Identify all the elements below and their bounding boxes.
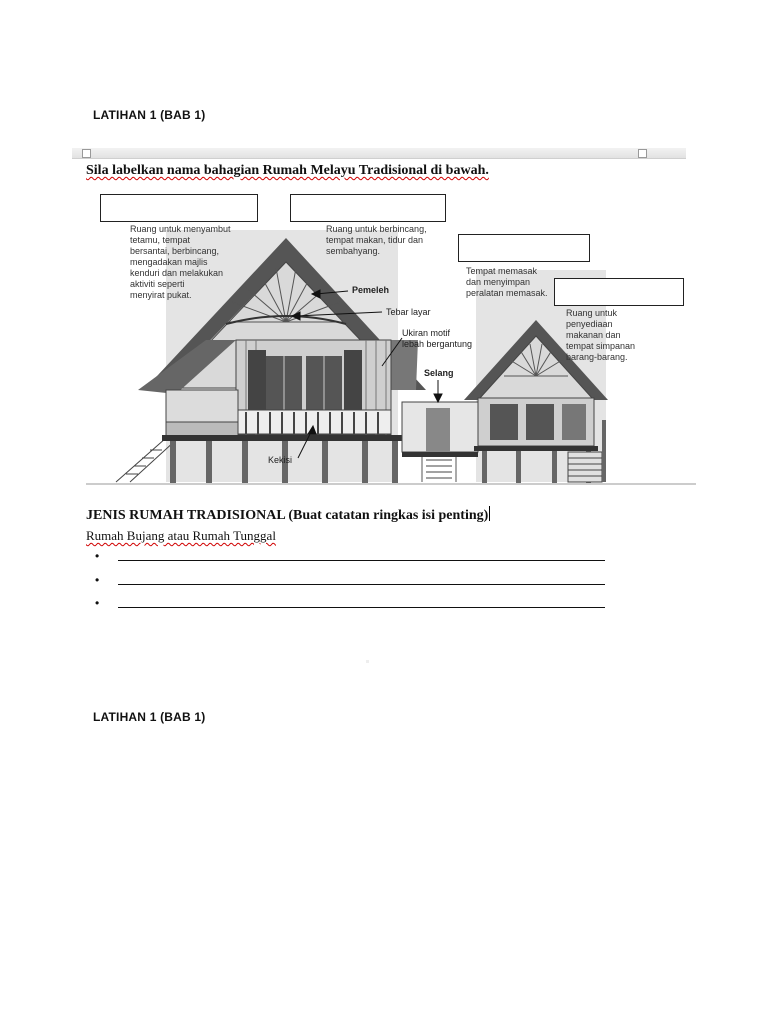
strip-handle-left[interactable] [82,149,91,158]
blank-answer-line [118,607,605,608]
bullet-dot: • [95,573,100,587]
instruction-text [86,163,489,179]
subheading [86,528,276,544]
callout-tebar-layar: Tebar layar [386,307,431,317]
blank-answer-line [118,560,605,561]
bullet-dot: • [95,596,100,610]
faint-mark [366,660,369,663]
callout-pemeleh: Pemeleh [352,285,390,295]
label-box-1[interactable] [100,194,258,222]
callout-kekisi: Kekisi [268,455,293,465]
document-ruler-strip [72,148,686,159]
callout-selang: Selang [424,368,454,378]
page-header-top: LATIHAN 1 (BAB 1) [93,108,206,122]
label-box-4[interactable] [554,278,684,306]
description-rumah-dapur: Ruang untuk penyediaan makanan dan tempat simpanan barang-barang. [566,308,636,362]
description-dapur: Tempat memasak dan menyimpan peralatan memasak. [466,266,548,298]
section-heading-text: JENIS RUMAH TRADISIONAL (Buat catatan ringkas isi penting) [86,508,489,523]
description-serambi: Ruang untuk menyambut tetamu, tempat bersantai, berbincang, mengadakan majlis kenduri dan melakukan aktiviti seperti menyirat pukat. [130,224,231,300]
strip-handle-right[interactable] [638,149,647,158]
callout-ukiran: Ukiran motif lebah bergantung [402,328,473,349]
text-cursor [489,506,490,521]
description-rumah-ibu: Ruang untuk berbincang, tempat makan, tidur dan sembahyang. [326,224,427,256]
label-box-3[interactable] [458,234,590,262]
page-header-bottom: LATIHAN 1 (BAB 1) [93,710,206,724]
malay-house-figure [86,190,696,490]
bullet-line-3[interactable] [95,595,605,611]
bullet-line-1[interactable] [95,548,605,564]
subheading-text: Rumah Bujang atau Rumah Tunggal [86,528,276,543]
bullet-line-2[interactable] [95,572,605,588]
bullet-dot: • [95,549,100,563]
label-box-2[interactable] [290,194,446,222]
blank-answer-line [118,584,605,585]
instruction-text-content: Sila labelkan nama bahagian Rumah Melayu Tradisional di bawah. [86,163,489,178]
section-heading [86,506,490,524]
